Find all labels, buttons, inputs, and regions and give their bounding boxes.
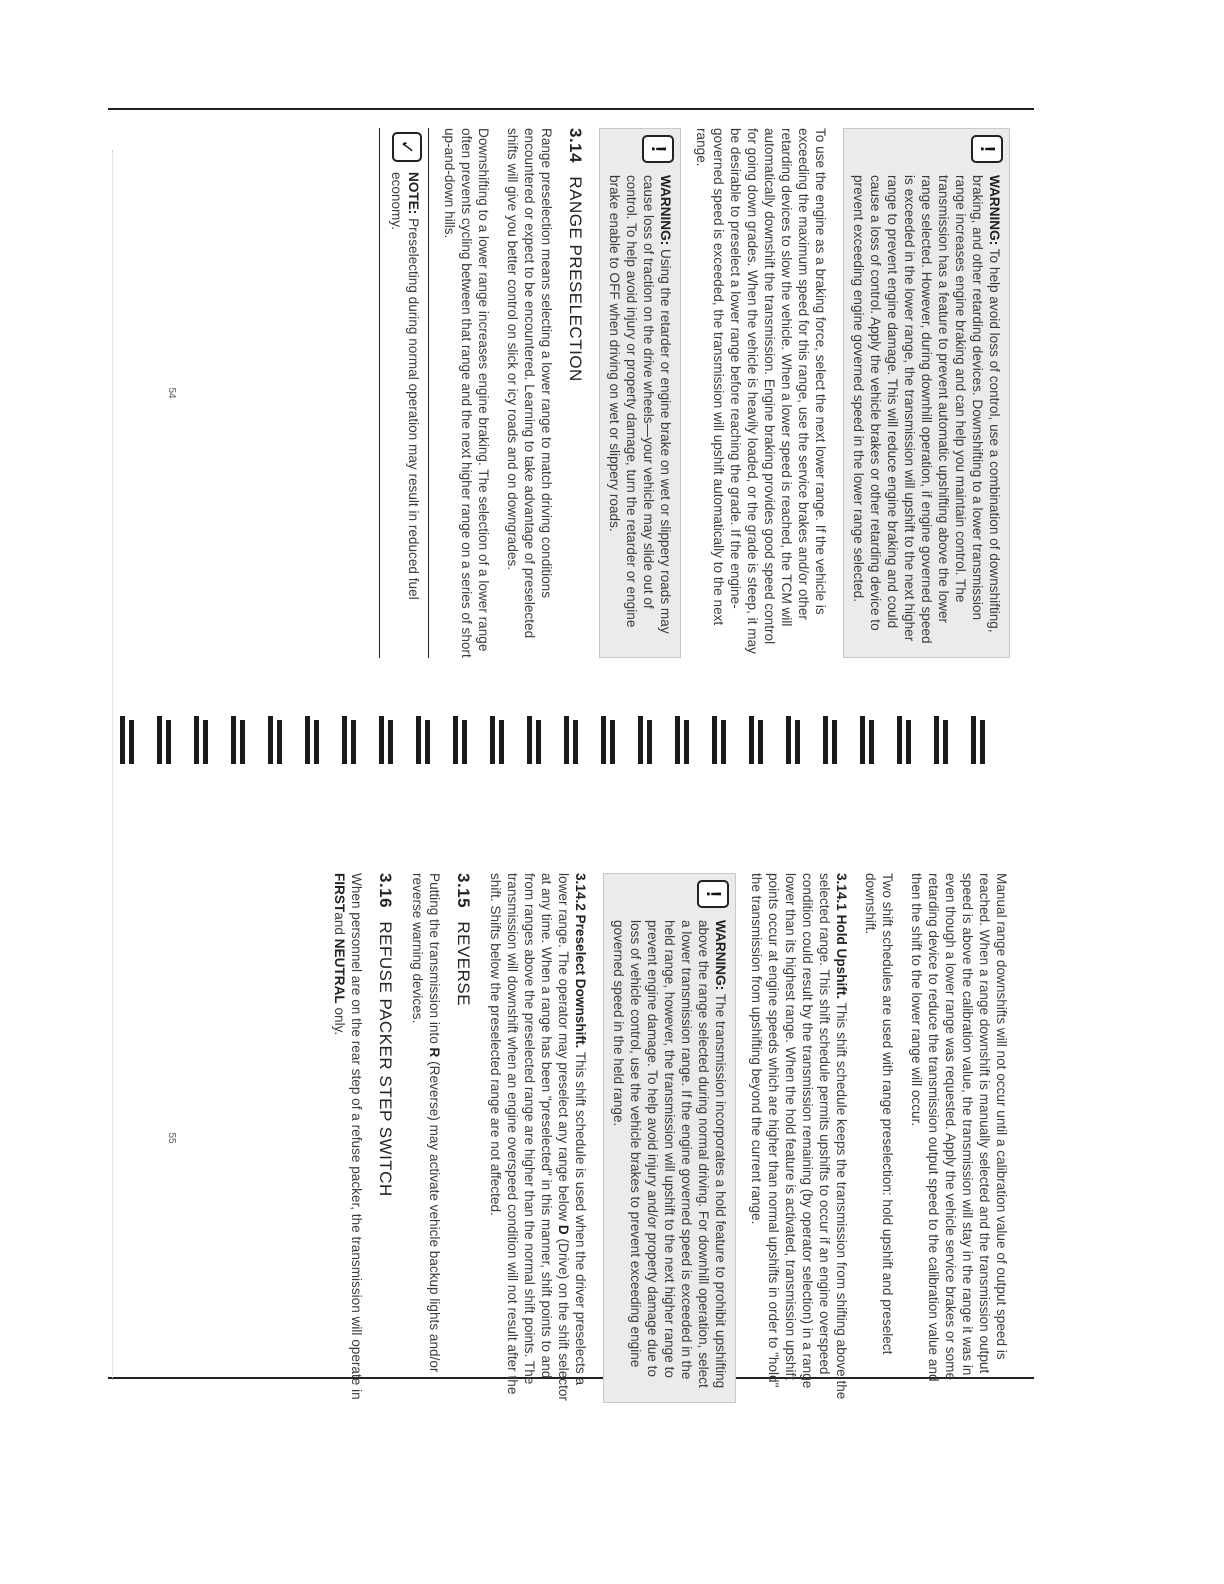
range-preselection-paragraph: Range preselection means selecting a lower range to match driving conditions encountered or expect to be encountered. Learning to take advantage of preselected shifts will give you better control on slick or icy roads and on downgrades. — [505, 128, 554, 639]
range-neutral: NEUTRAL — [332, 938, 347, 1004]
binding-ring — [305, 716, 321, 764]
section-number: 3.14 — [566, 128, 585, 164]
binding-ring — [564, 716, 580, 764]
binding-ring — [120, 716, 136, 764]
range-d: D — [556, 1224, 571, 1235]
section-title: RANGE PRESELECTION — [566, 176, 585, 382]
spiral-binding — [120, 716, 1010, 766]
binding-ring — [416, 716, 432, 764]
section-number: 3.15 — [454, 873, 473, 909]
warning-box-retarder — [599, 128, 681, 658]
binding-ring — [601, 716, 617, 764]
binding-ring — [638, 716, 654, 764]
binding-ring — [860, 716, 876, 764]
subsection-text: This shift schedule is used when the driver preselects a lower range. The operator may preselect any range below — [556, 873, 588, 1386]
reverse-paragraph — [409, 873, 443, 1403]
warning-text: The transmission incorporates a hold feature to prohibit upshifting above the range selected during normal driving. For downhill operation, select a lower transmission range. If the engine governed speed is exceeded in the held range, however, the transmission will upshift to the next higher range to prevent engine damage. To help avoid injury and/or property damage due to loss of vehicle control, use the vehicle brakes to prevent exceeding engine governed speed in the held range. — [611, 920, 728, 1389]
page-number: 55 — [166, 1132, 177, 1144]
binding-ring — [749, 716, 765, 764]
exclamation-icon: ! — [697, 880, 729, 908]
binding-ring — [342, 716, 358, 764]
section-number: 3.16 — [376, 873, 395, 909]
warning-box-hold-feature — [603, 873, 736, 1403]
shift-schedules-paragraph: Two shift schedules are used with range preselection: hold upshift and preselect downshift. — [863, 873, 895, 1355]
section-title: REVERSE — [454, 921, 473, 1007]
note-text: Preselecting during normal operation may result in reduced fuel economy. — [389, 172, 421, 600]
paragraph-text: and — [332, 912, 347, 935]
note-box — [379, 128, 429, 658]
subsection-text: (Drive) on the shift selector at any time. When a range has been "preselected" in this manner, shift points to and from ranges above the preselected range are higher than the normal shift points. The transmission will downshift when an engine overspeed condition will not result after the shift. Shifts below the preselected range are not affected. — [488, 873, 571, 1401]
section-heading-range-preselection — [565, 128, 585, 658]
binding-ring — [231, 716, 247, 764]
binding-ring — [194, 716, 210, 764]
page-edge — [112, 150, 113, 1380]
downshifting-paragraph: Downshifting to a lower range increases engine braking. The selection of a lower range often prevents cycling between that range and the next higher range on a series of short up-and-down hills. — [442, 128, 491, 658]
top-rule — [108, 108, 1034, 110]
binding-ring — [157, 716, 173, 764]
binding-ring — [268, 716, 284, 764]
exclamation-icon: ! — [642, 135, 674, 163]
range-r: R — [427, 1047, 442, 1058]
subsection-text: This shift schedule keeps the transmission from shifting above the selected range. This shift schedule permits upshifts to occur if an engine overspeed condition could result by the transmission remaining (by operator selection) in a range lower than its highest range. When the hold feature is activated, transmission upshift points occur at engine speeds which are higher than normal upshifts in order to "hold" the transmission from upshifting beyond the current range. — [749, 873, 849, 1400]
warning-label: WARNING: — [658, 175, 673, 246]
exclamation-icon: ! — [971, 135, 1003, 163]
warning-text: Using the retarder or engine brake on wet or slippery roads may cause loss of traction on the drive wheels—your vehicle may slide out of control. To help avoid injury or property damage, turn the retarder or engine brake enable to OFF when driving on wet or slippery roads. — [607, 175, 673, 634]
binding-ring — [823, 716, 839, 764]
warning-label: WARNING: — [987, 175, 1002, 246]
binding-ring — [934, 716, 950, 764]
paragraph-text: only. — [332, 1007, 347, 1036]
binding-ring — [786, 716, 802, 764]
preselect-downshift-paragraph — [487, 873, 589, 1403]
range-first: FIRST — [332, 873, 347, 913]
section-heading-reverse — [453, 873, 473, 1403]
warning-label: WARNING: — [713, 920, 728, 991]
refuse-packer-paragraph — [331, 873, 365, 1403]
warning-box-downhill — [843, 128, 1010, 658]
paragraph-text: Putting the transmission into — [427, 873, 442, 1044]
checkmark-icon: ✓ — [392, 132, 422, 162]
page-55 — [160, 873, 1010, 1403]
paragraph-text: (Reverse) may activate vehicle backup lights and/or reverse warning devices. — [410, 873, 442, 1373]
note-label: NOTE: — [406, 172, 421, 215]
binding-ring — [971, 716, 987, 764]
manual-downshift-paragraph: Manual range downshifts will not occur until a calibration value of output speed is reached. When a range downshift is manually selected and the transmission output speed is above the calibration value, the transmission will stay in the range it was in even though a lower range was requested. Apply the vehicle service brakes or some retarding device to reduce the transmission output speed to the calibration value and then the shift to the lower range will occur. — [909, 873, 1009, 1382]
section-title: REFUSE PACKER STEP SWITCH — [376, 921, 395, 1197]
warning-text: To help avoid loss of control, use a combination of downshifting, braking, and other retarding devices. Downshifting to a lower transmission range increases engine braking and can help you maintain control. The transmission has a feature to prevent automatic upshifting above the lower range selected. However, during downhill operation, if engine governed speed is exceeded in the lower range, the transmission will upshift to the next higher range to prevent engine damage. This will reduce engine braking and could cause a loss of control. Apply the vehicle brakes or other retarding device to prevent exceeding engine governed speed in the lower range selected. — [851, 175, 1002, 644]
subsection-title: 3.14.1 Hold Upshift. — [834, 873, 849, 1000]
hold-upshift-paragraph — [748, 873, 850, 1403]
section-heading-refuse-packer — [375, 873, 395, 1403]
binding-ring — [712, 716, 728, 764]
subsection-title: 3.14.2 Preselect Downshift. — [573, 873, 588, 1049]
page-number: 54 — [166, 387, 177, 399]
binding-ring — [379, 716, 395, 764]
binding-ring — [490, 716, 506, 764]
engine-braking-paragraph: To use the engine as a braking force, select the next lower range. If the vehicle is exceeding the maximum speed for this range, use the service brakes and/or other retarding devices to slow the vehicle. When a lower speed is reached, the TCM will automatically downshift the transmission. Engine braking provides good speed control for going down grades. When the vehicle is heavily loaded, or the grade is steep, it may be desirable to preselect a lower range before reaching the grade. If the engine-governed speed is exceeded, the transmission will upshift automatically to the next range. — [694, 128, 828, 654]
binding-ring — [897, 716, 913, 764]
binding-ring — [527, 716, 543, 764]
paragraph-text: When personnel are on the rear step of a refuse packer, the transmission will operate in — [349, 873, 364, 1400]
page-54 — [160, 128, 1010, 658]
binding-ring — [453, 716, 469, 764]
binding-ring — [675, 716, 691, 764]
